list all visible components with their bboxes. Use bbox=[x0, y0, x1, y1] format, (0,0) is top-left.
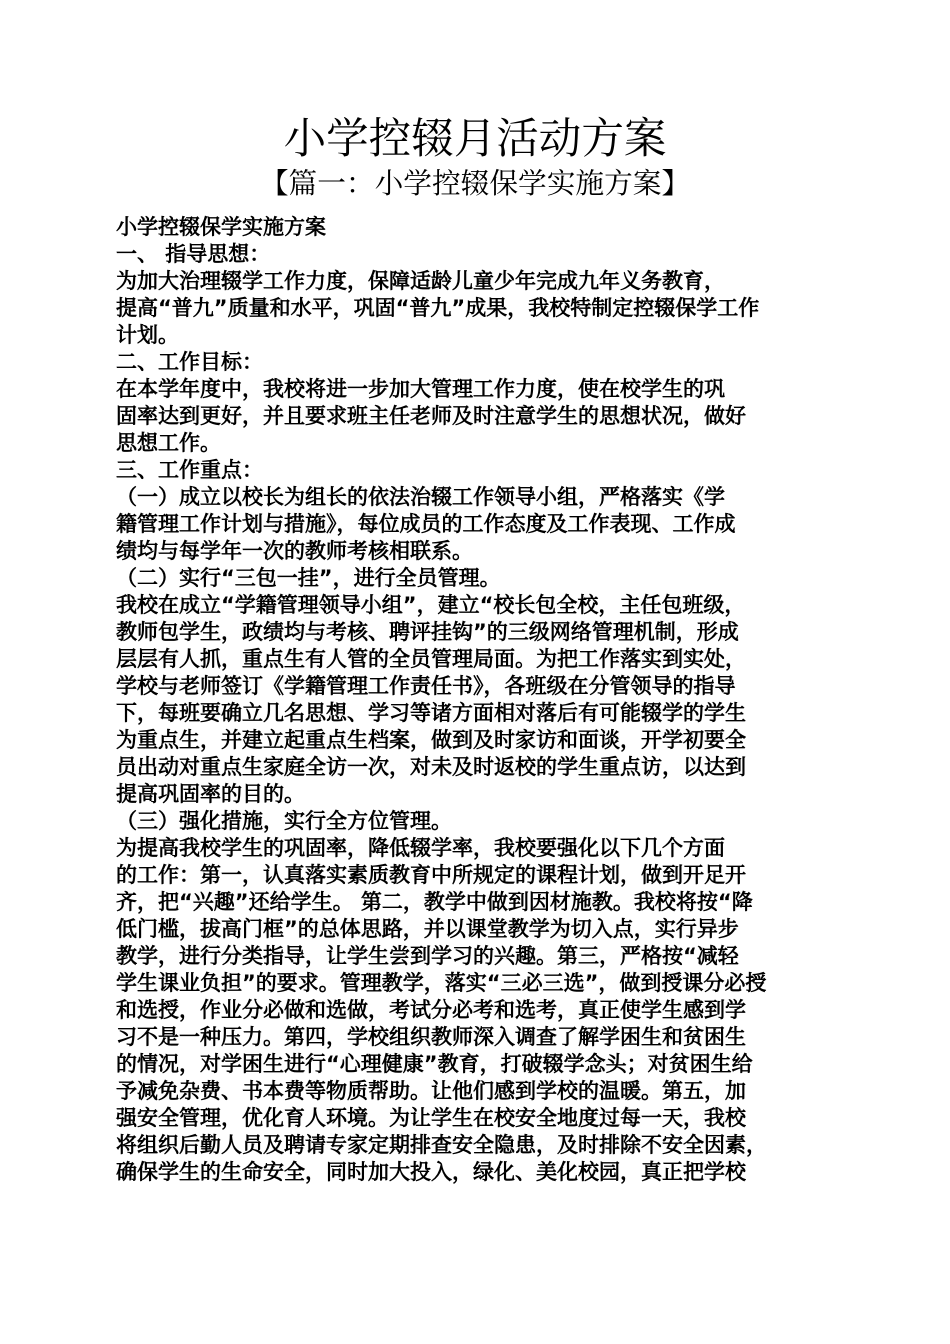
text-line: 小学控辍保学实施方案 bbox=[116, 215, 326, 239]
text-line: 固率达到更好，并且要求班主任老师及时注意学生的思想状况，做好 bbox=[116, 404, 746, 428]
text-line: 确保学生的生命安全，同时加大投入，绿化、美化校园，真正把学校 bbox=[116, 1160, 746, 1184]
text-line: 绩均与每学年一次的教师考核相联系。 bbox=[116, 539, 473, 563]
text-line: 将组织后勤人员及聘请专家定期排查安全隐患，及时排除不安全因素， bbox=[116, 1133, 767, 1157]
text-line: 一、 指导思想： bbox=[116, 242, 271, 266]
text-line: 我校在成立“学籍管理领导小组”，建立“校长包全校，主任包班级， bbox=[116, 593, 746, 617]
text-line: 二、工作目标： bbox=[116, 350, 263, 374]
text-line: 在本学年度中，我校将进一步加大管理工作力度，使在校学生的巩 bbox=[116, 377, 725, 401]
text-line: 低门槛，拔高门框”的总体思路，并以课堂教学为切入点，实行异步 bbox=[116, 917, 739, 941]
text-line: 为重点生，并建立起重点生档案，做到及时家访和面谈，开学初要全 bbox=[116, 728, 746, 752]
page-title: 小学控辍月活动方案 bbox=[283, 115, 667, 164]
text-line: 强安全管理，优化育人环境。为让学生在校安全地度过每一天，我校 bbox=[116, 1106, 746, 1130]
text-line: 提高“普九”质量和水平，巩固“普九”成果，我校特制定控辍保学工作 bbox=[116, 296, 760, 320]
page-subtitle: 【篇一：小学控辍保学实施方案】 bbox=[259, 166, 691, 200]
text-line: 层层有人抓，重点生有人管的全员管理局面。为把工作落实到实处， bbox=[116, 647, 746, 671]
text-line: 予减免杂费、书本费等物质帮助。让他们感到学校的温暖。第五，加 bbox=[116, 1079, 746, 1103]
text-line: （三）强化措施，实行全方位管理。 bbox=[116, 809, 452, 833]
text-line: 和选授，作业分必做和选做，考试分必考和选考，真正使学生感到学 bbox=[116, 998, 746, 1022]
text-line: 习不是一种压力。第四，学校组织教师深入调查了解学困生和贫困生 bbox=[116, 1025, 746, 1049]
text-line: 教学，进行分类指导，让学生尝到学习的兴趣。第三，严格按“减轻 bbox=[116, 944, 739, 968]
text-line: 下，每班要确立几名思想、学习等诸方面相对落后有可能辍学的学生 bbox=[116, 701, 746, 725]
text-line: （一）成立以校长为组长的依法治辍工作领导小组，严格落实《学 bbox=[116, 485, 725, 509]
text-line: 学校与老师签订《学籍管理工作责任书》，各班级在分管领导的指导 bbox=[116, 674, 736, 698]
text-line: 思想工作。 bbox=[116, 431, 221, 455]
text-line: 教师包学生，政绩均与考核、聘评挂钩”的三级网络管理机制，形成 bbox=[116, 620, 739, 644]
text-line: 籍管理工作计划与措施》，每位成员的工作态度及工作表现、工作成 bbox=[116, 512, 736, 536]
text-line: 员出动对重点生家庭全访一次，对未及时返校的学生重点访，以达到 bbox=[116, 755, 746, 779]
text-line: 齐，把“兴趣”还给学生。 第二，教学中做到因材施教。我校将按“降 bbox=[116, 890, 753, 914]
text-line: 的情况，对学困生进行“心理健康”教育，打破辍学念头；对贫困生给 bbox=[116, 1052, 753, 1076]
text-line: 的工作：第一，认真落实素质教育中所规定的课程计划，做到开足开 bbox=[116, 863, 746, 887]
text-line: 学生课业负担”的要求。管理教学，落实“三必三选”，做到授课分必授 bbox=[116, 971, 767, 995]
text-line: 计划。 bbox=[116, 323, 179, 347]
text-line: 三、工作重点： bbox=[116, 458, 263, 482]
text-line: 为加大治理辍学工作力度，保障适龄儿童少年完成九年义务教育， bbox=[116, 269, 725, 293]
text-line: 提高巩固率的目的。 bbox=[116, 782, 305, 806]
text-line: （二）实行“三包一挂”，进行全员管理。 bbox=[116, 566, 501, 590]
text-line: 为提高我校学生的巩固率，降低辍学率，我校要强化以下几个方面 bbox=[116, 836, 725, 860]
document-body bbox=[116, 214, 840, 1186]
